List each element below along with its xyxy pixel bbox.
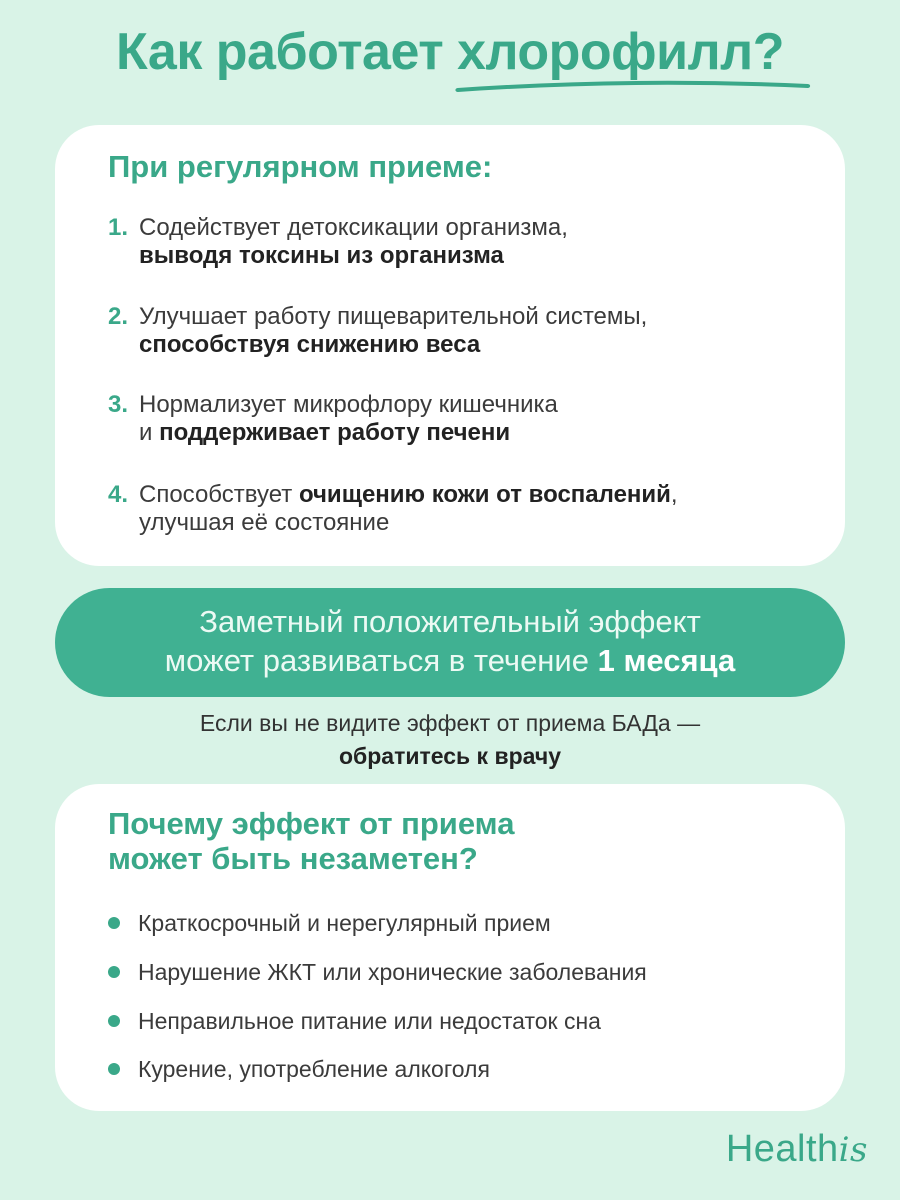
benefit-text [139,214,818,270]
effect-banner [55,588,845,697]
benefit-text-part: Улучшает работу пищеварительной системы, [139,303,648,330]
reason-item [108,1055,490,1083]
reasons-title-line-2: может быть незаметен? [108,841,478,876]
title-underline-decoration [453,74,813,96]
reason-item [108,1007,601,1035]
reason-item [108,909,551,937]
effect-line-2 [55,642,845,680]
bullet-dot-icon [108,1063,120,1075]
reason-text: Нарушение ЖКТ или хронические заболевания [138,959,647,985]
title-prefix: Как работает [116,23,458,81]
logo-suffix: is [838,1130,868,1170]
benefit-text-part: Способствует [139,481,299,508]
reason-text: Краткосрочный и нерегулярный прием [138,910,551,936]
page-title [0,22,900,82]
effect-line-1: Заметный положительный эффект [199,604,701,639]
bullet-dot-icon [108,966,120,978]
benefit-text [139,481,818,537]
effect-duration: 1 месяца [597,643,736,678]
benefit-number: 3. [108,391,129,418]
reasons-title-line-1: Почему эффект от приема [108,806,515,841]
note-bold: обратитесь к врачу [338,743,562,769]
benefit-item-3 [108,391,818,447]
title-highlight-text: хлорофилл? [457,23,784,81]
benefit-text-bold: поддерживает работу печени [159,419,511,446]
benefit-item-4 [108,481,818,537]
benefit-number: 4. [108,481,129,508]
note-line-1: Если вы не видите эффект от приема БАДа — [199,710,701,736]
benefit-text-part: , [670,481,678,508]
brand-logo [726,1128,868,1171]
benefits-card [55,125,845,566]
effect-line-2-text: может развиваться в течение [164,643,598,678]
benefit-text-part: Нормализует микрофлору кишечника [139,391,558,418]
doctor-note [0,707,900,773]
reasons-title [108,806,514,876]
benefit-text [139,303,818,359]
reason-text: Неправильное питание или недостаток сна [138,1008,601,1034]
bullet-dot-icon [108,1015,120,1027]
title-highlight [457,22,784,82]
benefit-item-2 [108,303,818,359]
benefit-number: 2. [108,303,129,330]
benefit-number: 1. [108,214,129,241]
reason-item [108,958,647,986]
benefit-item-1 [108,214,818,270]
benefit-text-bold: очищению кожи от воспалений [298,481,671,508]
logo-main: Health [725,1128,839,1170]
benefit-text-part: и [139,419,160,446]
bullet-dot-icon [108,917,120,929]
benefit-text-part: Содействует детоксикации организма, [139,214,568,241]
benefit-text [139,391,818,447]
benefit-text-part: улучшая её состояние [139,509,390,536]
reason-text: Курение, употребление алкоголя [138,1056,490,1082]
note-line-2 [0,740,900,773]
benefit-text-bold: способствуя снижению веса [139,331,481,358]
benefits-title: При регулярном приеме: [108,149,493,184]
benefit-text-bold: выводя токсины из организма [139,242,504,269]
